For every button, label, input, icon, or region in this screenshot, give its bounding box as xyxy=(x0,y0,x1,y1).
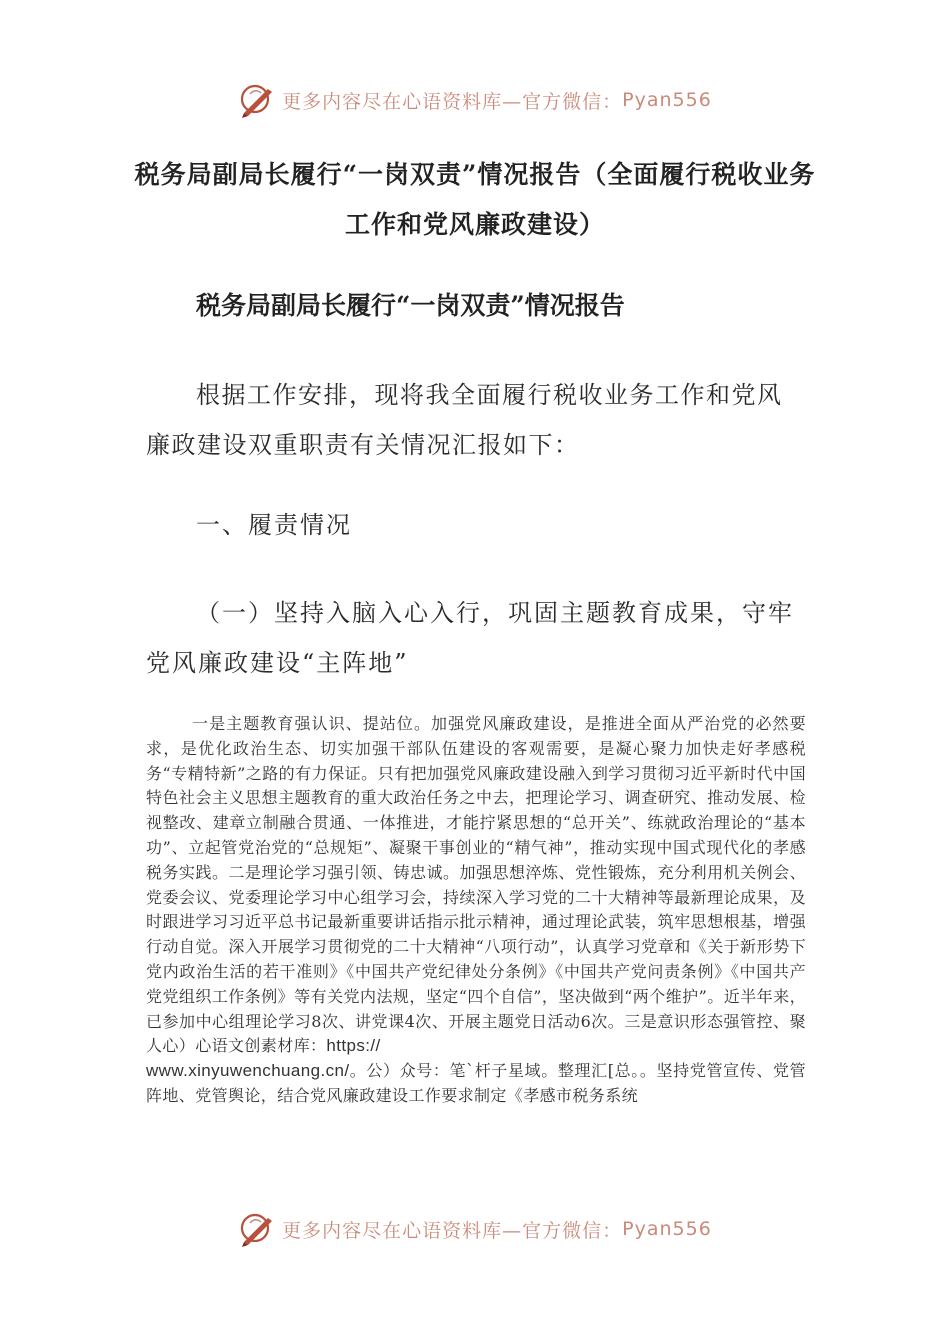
intro-line-1: 根据工作安排，现将我全面履行税收业务工作和党风 xyxy=(196,381,783,409)
body-url-part-2: www.xinyuwenchuang.cn/ xyxy=(146,1061,350,1081)
watermark-banner-bottom xyxy=(0,1207,950,1251)
body-text-part-2: 。公）众号：笔`杆子星域。整理汇[总。。坚持党管宣传、党管阵地、党管舆论，结合党风廉政建设工作要求制定《孝感市税务系统 xyxy=(146,1061,806,1105)
intro-line-2: 廉政建设双重职责有关情况汇报如下： xyxy=(146,431,580,459)
watermark-wechat-id: Pyan556 xyxy=(622,89,712,111)
subsection-line-2: 党风廉政建设“主阵地” xyxy=(146,649,409,677)
report-heading: 税务局副局长履行“一岗双责”情况报告 xyxy=(196,291,625,320)
document-title: 税务局副局长履行“一岗双责”情况报告（全面履行税收业务工作和党风廉政建设） xyxy=(134,160,816,239)
watermark-text: 更多内容尽在心语资料库—官方微信： xyxy=(282,1219,623,1242)
pen-logo-icon xyxy=(238,1209,278,1249)
pen-logo-icon xyxy=(238,80,278,120)
watermark-banner-top xyxy=(0,78,950,122)
body-paragraph xyxy=(146,712,806,1109)
subsection-heading-1-1 xyxy=(146,588,796,688)
body-text-part-1: 一是主题教育强认识、提站位。加强党风廉政建设，是推进全面从严治党的必然要求，是优化政治生态、切实加强干部队伍建设的客观需要，是凝心聚力加快走好孝感税务“专精特新”之路的有力保证。只有把加强党风廉政建设融入到学习贯彻习近平新时代中国特色社会主义思想主题教育的重大政治任务之中去，把理论学习、调查研究、推动发展、检视整改、建章立制融合贯通、一体推进，才能拧紧思想的“总开关”、练就政治理论的“基本功”、立起管党治党的“总规矩”、凝聚干事创业的“精气神”，推动实现中国式现代化的孝感税务实践。二是理论学习强引领、铸忠诚。加强思想淬炼、党性锻炼，充分利用机关例会、党委会议、党委理论学习中心组学习会，持续深入学习党的二十大精神等最新理论成果，及时跟进学习习近平总书记最新重要讲话指示批示精神，通过理论武装，筑牢思想根基，增强行动自觉。深入开展学习贯彻党的二十大精神“八项行动”，认真学习党章和《关于新形势下党内政治生活的若干准则》《中国共产党纪律处分条例》《中国共产党问责条例》《中国共产党党组织工作条例》等有关党内法规，坚定“四个自信”，坚决做到“两个维护”。近半年来，已参加中心组理论学习8次、讲党课4次、开展主题党日活动6次。三是意识形态强管控、聚人心）心语文创素材库： xyxy=(146,714,806,1056)
intro-paragraph xyxy=(146,370,796,470)
subsection-line-1: （一）坚持入脑入心入行，巩固主题教育成果，守牢 xyxy=(196,599,794,627)
watermark-text: 更多内容尽在心语资料库—官方微信： xyxy=(282,90,623,113)
section-heading-1: 一、履责情况 xyxy=(196,511,352,539)
body-url-part-1: https:// xyxy=(326,1036,381,1056)
watermark-wechat-id: Pyan556 xyxy=(622,1218,712,1240)
